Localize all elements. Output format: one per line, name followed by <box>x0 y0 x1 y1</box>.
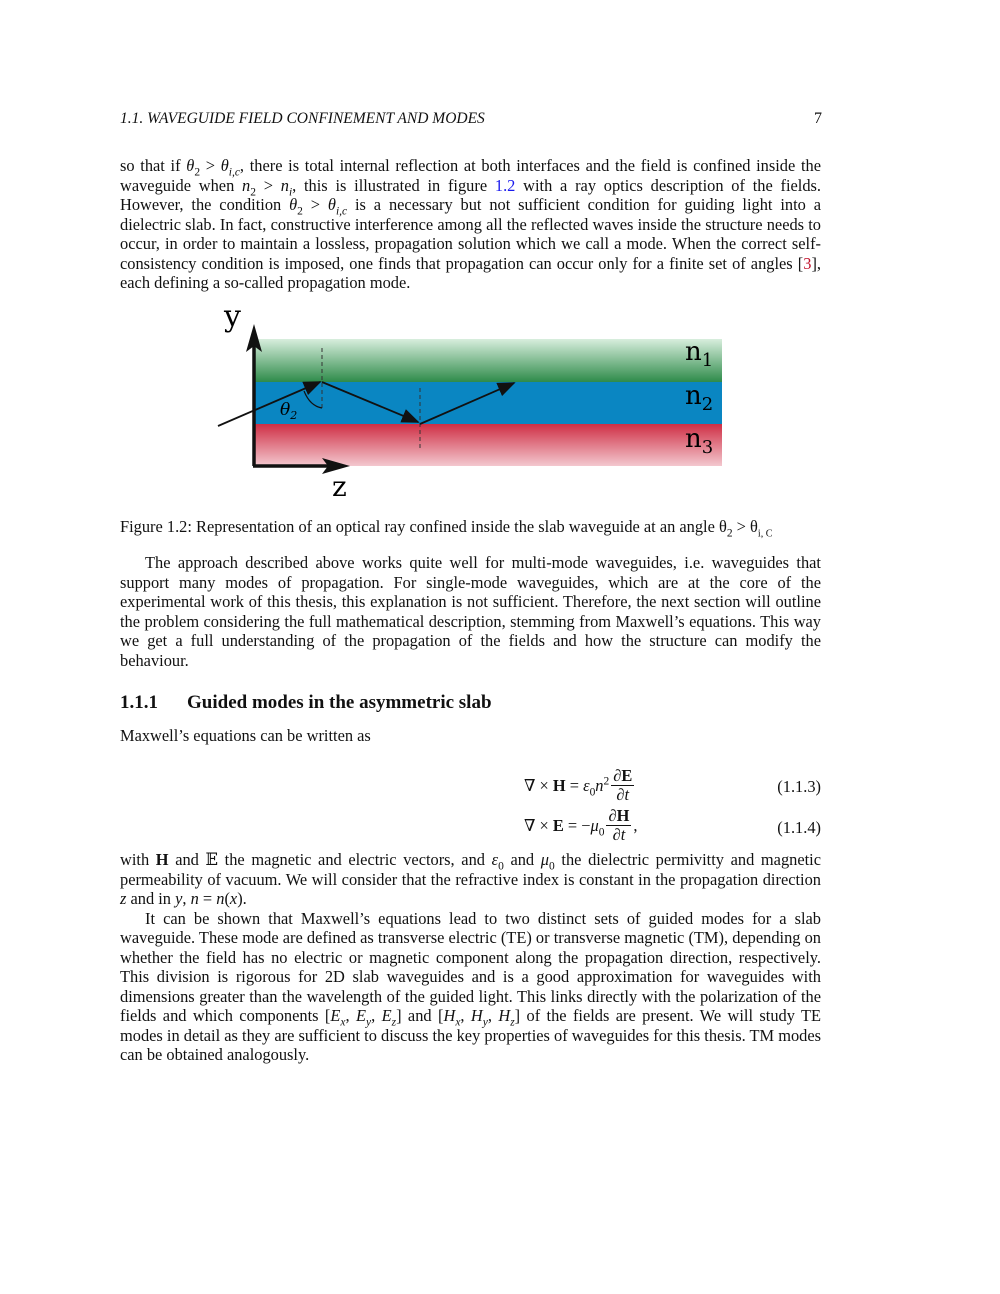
section-title: Guided modes in the asymmetric slab <box>187 692 492 713</box>
layer-n3-label: $n_3$ <box>685 424 714 458</box>
waveguide-figure <box>200 298 740 508</box>
section-number: 1.1.1 <box>120 692 158 713</box>
layer-n1 <box>254 339 722 382</box>
figure-caption: Figure 1.2: Representation of an optical ray confined inside the slab waveguide at an angle $\theta_2 > \theta_{i, C}$ <box>120 517 773 540</box>
equation-body: ∇ × $E = -\mu_0$ $\frac{\partial H}{\partial t}$ , <box>524 806 638 844</box>
paragraph-1: so that if $\theta_2 > \theta_{i,c}$, there is total internal reflection at both interfaces and the field is confined inside the waveguide when $n_2 > n_i$, this is illustrated in figure 1.2 with a ray optics description of the fields. However, the condition $\theta_2 > \theta_{i,c}$ is a necessary but not sufficient condition for guiding light into a dielectric slab. In fact, constructive interference among all the reflected waves inside the structure needs to occur, in order to maintain a lossless, propagation solution which we call a mode. When the correct self-consistency condition is imposed, one finds that propagation can occur only for a finite set of angles [3], each defining a so-called propagation mode. <box>120 156 821 293</box>
angle-label: $\theta_2$ <box>280 400 298 422</box>
equation-1-1-3 <box>120 767 821 807</box>
citation-link[interactable]: 3 <box>803 253 812 273</box>
running-header <box>120 110 822 132</box>
equation-body: ∇ × $H = \varepsilon_0n^2$ $\frac{\partial E}{\partial t}$ <box>524 766 633 804</box>
page-number: 7 <box>814 110 822 127</box>
running-title: 1.1. WAVEGUIDE FIELD CONFINEMENT AND MODES <box>120 110 485 127</box>
equation-number: (1.1.3) <box>777 777 821 796</box>
figure-ref-link[interactable]: 1.2 <box>494 175 516 195</box>
paragraph-3: Maxwell’s equations can be written as <box>120 726 371 745</box>
equation-number: (1.1.4) <box>777 818 821 837</box>
section-heading <box>120 692 492 714</box>
z-axis-label: z <box>332 470 347 503</box>
paragraph-2: The approach described above works quite well for multi-mode waveguides, i.e. waveguides that support many modes of propagation. For single-mode waveguides, which are at the core of the experimental work of this thesis, this explanation is not sufficient. Therefore, the next section will outline the problem considering the full mathematical description, stemming from Maxwell’s equations. This way we get a full understanding of the propagation of the fields and how the structure can modify the behaviour. <box>120 553 821 670</box>
layer-n2 <box>254 382 722 424</box>
y-axis-label: y <box>224 299 241 334</box>
paragraph-4: with H and 𝔼 the magnetic and electric vectors, and $\varepsilon_0$ and $\mu_0$ the dielectric permivitty and magnetic permeability of vacuum. We will consider that the refractive index is constant in the propagation direction z and in y, n = n(x). It can be shown that Maxwell’s equations lead to two distinct sets of guided modes for a slab waveguide. These mode are defined as transverse electric (TE) or transverse magnetic (TM), depending on whether the field has no electric or magnetic component along the propagation direction, respectively. This division is rigorous for 2D slab waveguides and is a good approximation for waveguides with dimensions greater than the wavelength of the guided light. This links directly with the polarization of the fields and which components [$E_x$, $E_y$, $E_z$] and [$H_x$, $H_y$, $H_z$] of the fields are present. We will study TE modes in detail as they are sufficient to discuss the key properties of waveguides for this thesis. TM modes can be obtained analogously. <box>120 850 822 1065</box>
layer-n2-label: $n_2$ <box>685 381 714 415</box>
equation-1-1-4 <box>120 807 821 847</box>
layer-n1-label: $n_1$ <box>685 337 714 371</box>
